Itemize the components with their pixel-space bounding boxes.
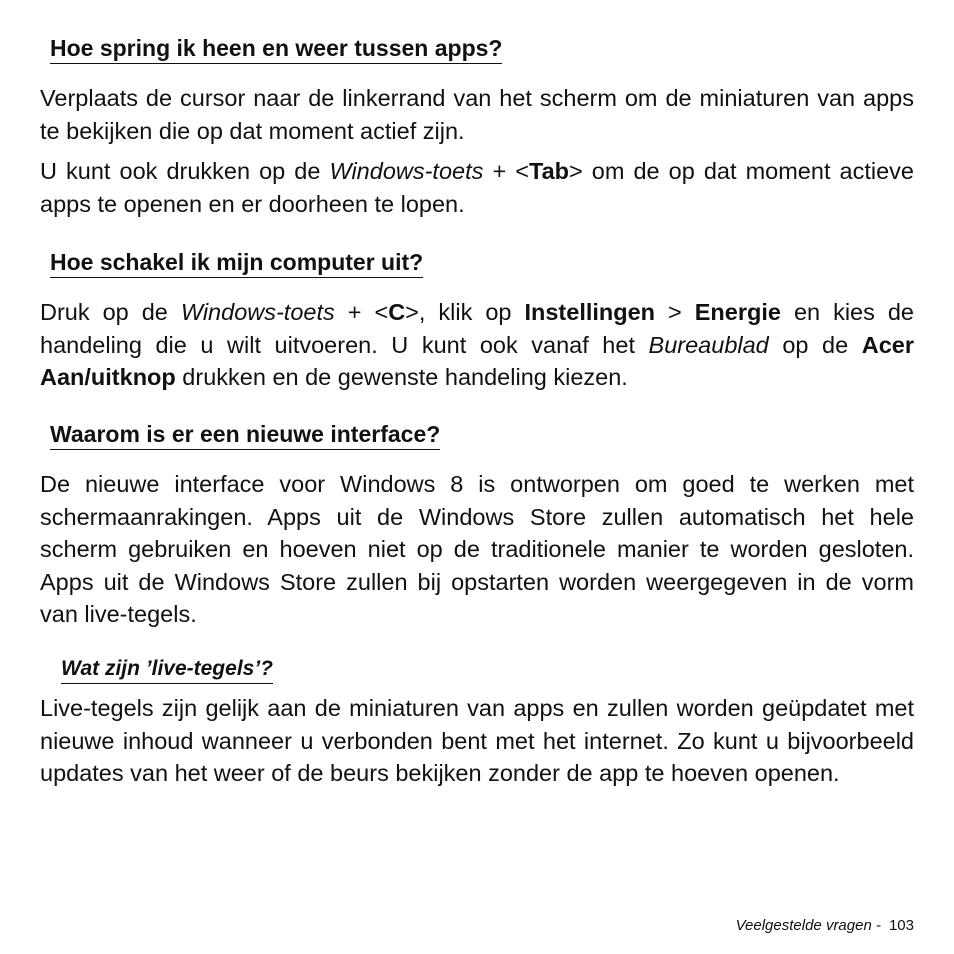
- term-power: Energie: [694, 299, 781, 325]
- paragraph-shutdown: [40, 296, 914, 394]
- text-run: >: [655, 299, 695, 325]
- document-page: [40, 0, 914, 954]
- subheading-live-tiles: Wat zijn ’live-tegels’?: [61, 656, 273, 684]
- footer-section-title: Veelgestelde vragen -: [735, 917, 881, 934]
- text-run: drukken en de gewenste handeling kiezen.: [175, 364, 628, 390]
- text-run: > om de op dat moment actieve apps te openen en er doorheen te lopen.: [40, 158, 914, 217]
- term-acer-power-button: Acer Aan/uitknop: [40, 331, 914, 390]
- page-footer: [736, 916, 914, 936]
- text-run: U kunt ook drukken op de: [40, 158, 330, 184]
- paragraph-new-interface: De nieuwe interface voor Windows 8 is ontworpen om goed te werken met schermaanrakingen. Apps uit de Windows Store zullen automatisch het hele scherm gebruiken en hoeven niet op de traditionele manier te worden gesloten. Apps uit de Windows Store zullen bij opstarten worden weergegeven in de vorm van live-tegels.: [40, 471, 914, 627]
- paragraph-switch-apps-1: Verplaats de cursor naar de linkerrand van het scherm om de miniaturen van apps te bekijken die op dat moment actief zijn.: [40, 85, 914, 144]
- text-run: op de: [768, 331, 862, 358]
- heading-new-interface: Waarom is er een nieuwe interface?: [50, 420, 440, 450]
- key-c: C: [388, 299, 406, 325]
- text-run: Druk op de: [40, 299, 181, 325]
- heading-switch-apps: Hoe spring ik heen en weer tussen apps?: [50, 34, 502, 64]
- paragraph-switch-apps-2: [40, 155, 914, 220]
- term-desktop: Bureaublad: [648, 331, 769, 358]
- paragraph-live-tiles: Live-tegels zijn gelijk aan de miniaturen van apps en zullen worden geüpdatet met nieuwe inhoud wanneer u verbonden bent met het internet. Zo kunt u bijvoorbeeld updates van het weer of de beurs bekijken zonder de app te hoeven openen.: [40, 695, 914, 786]
- page-number: 103: [888, 917, 914, 934]
- text-run: >, klik op: [405, 299, 525, 325]
- text-run: + <: [483, 158, 529, 184]
- key-tab: Tab: [528, 158, 569, 184]
- term-windows-key: Windows-toets: [329, 158, 484, 184]
- term-windows-key: Windows-toets: [180, 299, 335, 325]
- text-run: en kies de handeling die u wilt uitvoeren. U kunt ook vanaf het: [40, 299, 914, 358]
- text-run: + <: [334, 299, 389, 325]
- heading-shutdown: Hoe schakel ik mijn computer uit?: [50, 248, 423, 278]
- term-settings: Instellingen: [524, 299, 656, 325]
